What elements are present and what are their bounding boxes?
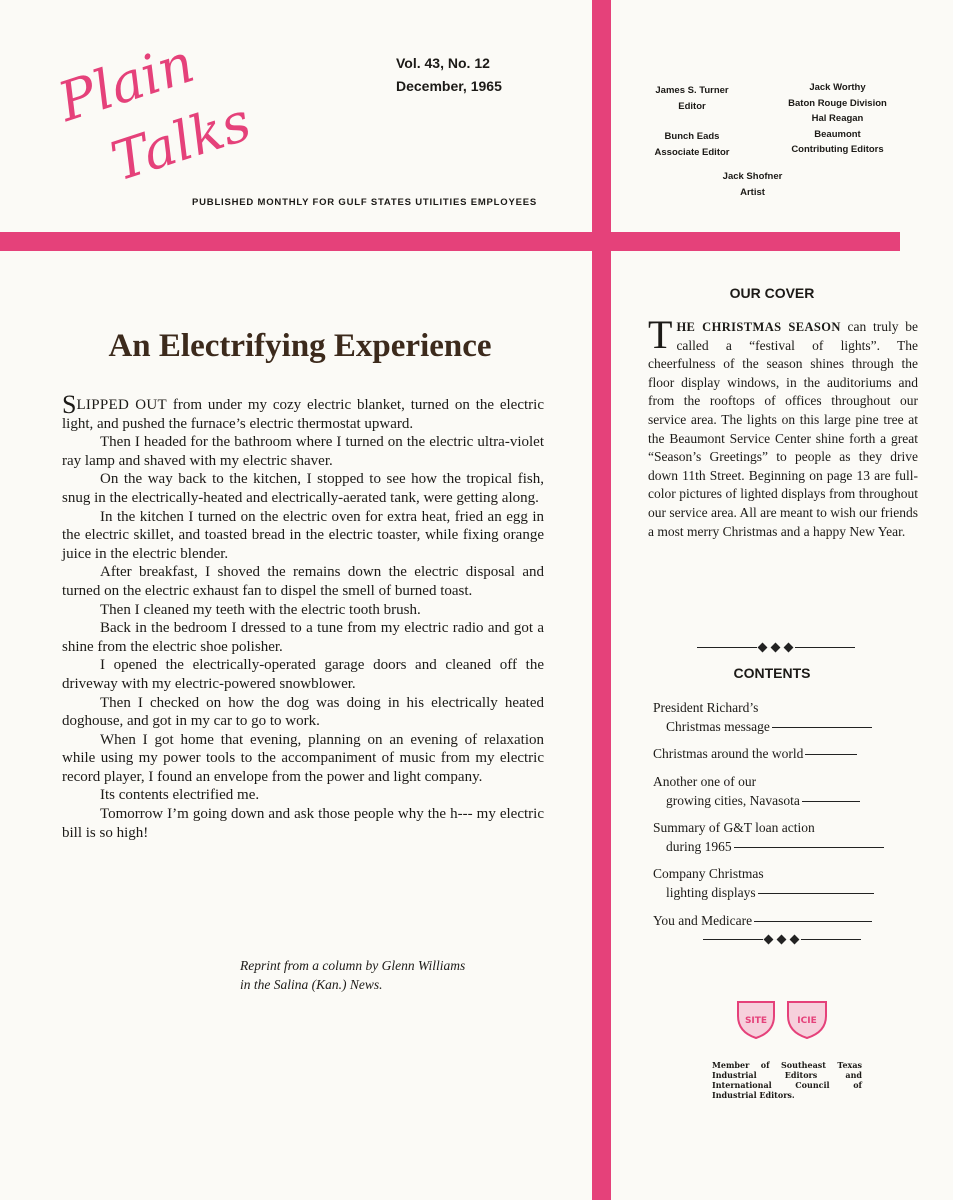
logo-word-plain: Plain [50, 31, 202, 134]
article-paragraph: When I got home that evening, planning on an evening of relaxation while using my power tools to the accompaniment of music from my electric record player, I found an envelope from the power and light company. [62, 731, 544, 785]
staff-role: Contributing Editors [791, 144, 884, 155]
icie-badge-icon [788, 1002, 826, 1038]
contents-heading: CONTENTS [733, 665, 811, 681]
reprint-credit [240, 956, 465, 994]
staff-associate-editor [636, 129, 748, 160]
logo-word-talks: Talks [103, 89, 259, 194]
toc-entry[interactable] [653, 864, 953, 902]
toc-entry-title: lighting displays [666, 885, 756, 900]
divider-ornament [703, 933, 861, 947]
lead-words: LIPPED OUT [76, 397, 167, 413]
vertical-stripe [592, 0, 611, 1200]
article-body [62, 390, 544, 842]
cover-lead-words: HE CHRISTMAS SEASON [676, 320, 841, 334]
toc-entry-title: President Richard’s [653, 700, 759, 715]
toc-leader [758, 892, 874, 894]
svg-text:ICIE: ICIE [797, 1016, 817, 1026]
staff-division-editors [765, 80, 910, 158]
toc-entry[interactable] [653, 818, 953, 856]
staff-name: Bunch Eads [664, 131, 720, 142]
plain-talks-logo [50, 31, 262, 194]
staff-name: Hal Reagan [811, 113, 864, 124]
staff-name: Jack Shofner [722, 171, 783, 182]
reprint-line: Reprint from a column by Glenn Williams [240, 958, 466, 973]
membership-note: Member of Southeast Texas Industrial Editors and International Council of Industrial Editors. [712, 1060, 862, 1100]
article-paragraph: Its contents electrified me. [100, 787, 260, 804]
toc-entry[interactable] [653, 772, 953, 810]
staff-role: Baton Rouge Division [788, 97, 887, 109]
article-paragraph: In the kitchen I turned on the electric oven for extra heat, fried an egg in the electric skillet, and toasted bread in the electric toaster, while fixing orange juice in the electric blender. [62, 508, 544, 562]
membership-badges [736, 998, 831, 1043]
staff-name: Jack Worthy [809, 82, 866, 93]
staff-role: Associate Editor [654, 146, 730, 158]
staff-role: Artist [740, 186, 765, 198]
toc-entry-title: during 1965 [666, 839, 732, 854]
issue-info [396, 52, 502, 98]
toc-entry[interactable] [653, 698, 953, 736]
divider-ornament [697, 641, 855, 655]
toc-leader [754, 920, 872, 922]
issue-date: December, 1965 [396, 78, 502, 94]
article-paragraph: Back in the bedroom I dressed to a tune from my electric radio and got a shine from the electric shoe polisher. [62, 620, 544, 655]
toc-entry-title: You and Medicare [653, 913, 753, 928]
horizontal-stripe [0, 232, 900, 251]
staff-editor [636, 83, 748, 114]
article-paragraph: On the way back to the kitchen, I stopped to see how the tropical fish, snug in the electrically-heated and electrically-aerated tank, were getting along. [62, 471, 544, 506]
article-title: An Electrifying Experience [108, 328, 492, 364]
toc-leader [772, 726, 872, 728]
cover-paragraph: can truly be called a “festival of lights”. The cheerfulness of the season shines through the floor display windows, in the auditoriums and from the rooftops of offices throughout our service area. The lights on this large pine tree at the Beaumont Service Center shine forth a great “Season’s Greetings” to people as they drive down 11th Street. Beginning on page 13 are full-color pictures of lighted displays from throughout our service area. All are meant to wish our friends a most merry Christmas and a happy New Year. [648, 319, 918, 539]
toc-entry-title: Christmas message [666, 719, 770, 734]
staff-name: James S. Turner [655, 85, 729, 96]
cover-drop-cap: T [648, 312, 673, 357]
svg-text:SITE: SITE [744, 1016, 768, 1026]
paragraph-text: from under my cozy electric blanket, turned on the electric light, and pushed the furnace’s electric thermostat upward. [62, 397, 544, 432]
our-cover-heading: OUR COVER [729, 285, 815, 301]
toc-entry-title: Another one of our [653, 774, 757, 789]
article-paragraph: Then I headed for the bathroom where I turned on the electric ultra-violet ray lamp and shaved with my electric shaver. [62, 434, 544, 469]
site-badge-icon [738, 1002, 774, 1038]
staff-artist [700, 169, 805, 200]
staff-role: Editor [678, 100, 706, 112]
toc-entry-title: Summary of G&T loan action [653, 820, 815, 835]
toc-entry[interactable] [653, 744, 953, 763]
article-paragraph: After breakfast, I shoved the remains down the electric disposal and turned on the electric exhaust fan to dispel the smell of burned toast. [62, 564, 544, 599]
tagline: PUBLISHED MONTHLY FOR GULF STATES UTILITIES EMPLOYEES [192, 197, 538, 208]
toc-leader [805, 753, 857, 755]
our-cover-text [648, 312, 918, 541]
article-paragraph [62, 390, 544, 433]
toc-entry[interactable] [653, 911, 953, 930]
toc-entry-title: Company Christmas [653, 866, 764, 881]
article-paragraph: Then I checked on how the dog was doing in his electrically heated doghouse, and got in my car to go to work. [62, 694, 544, 730]
volume-number: Vol. 43, No. 12 [396, 55, 490, 71]
article-paragraph: Then I cleaned my teeth with the electric tooth brush. [100, 601, 421, 618]
article-paragraph: Tomorrow I’m going down and ask those people why the h--- my electric bill is so high! [62, 806, 544, 841]
staff-name: Beaumont [814, 128, 861, 140]
toc-entry-title: growing cities, Navasota [666, 793, 800, 808]
drop-cap: S [62, 390, 77, 419]
toc-leader [734, 846, 884, 848]
toc-leader [802, 800, 860, 802]
article-paragraph: I opened the electrically-operated garage doors and cleaned off the driveway with my electric-powered snowblower. [62, 657, 544, 692]
reprint-line: in the Salina (Kan.) News. [240, 977, 383, 992]
toc-entry-title: Christmas around the world [653, 746, 804, 761]
